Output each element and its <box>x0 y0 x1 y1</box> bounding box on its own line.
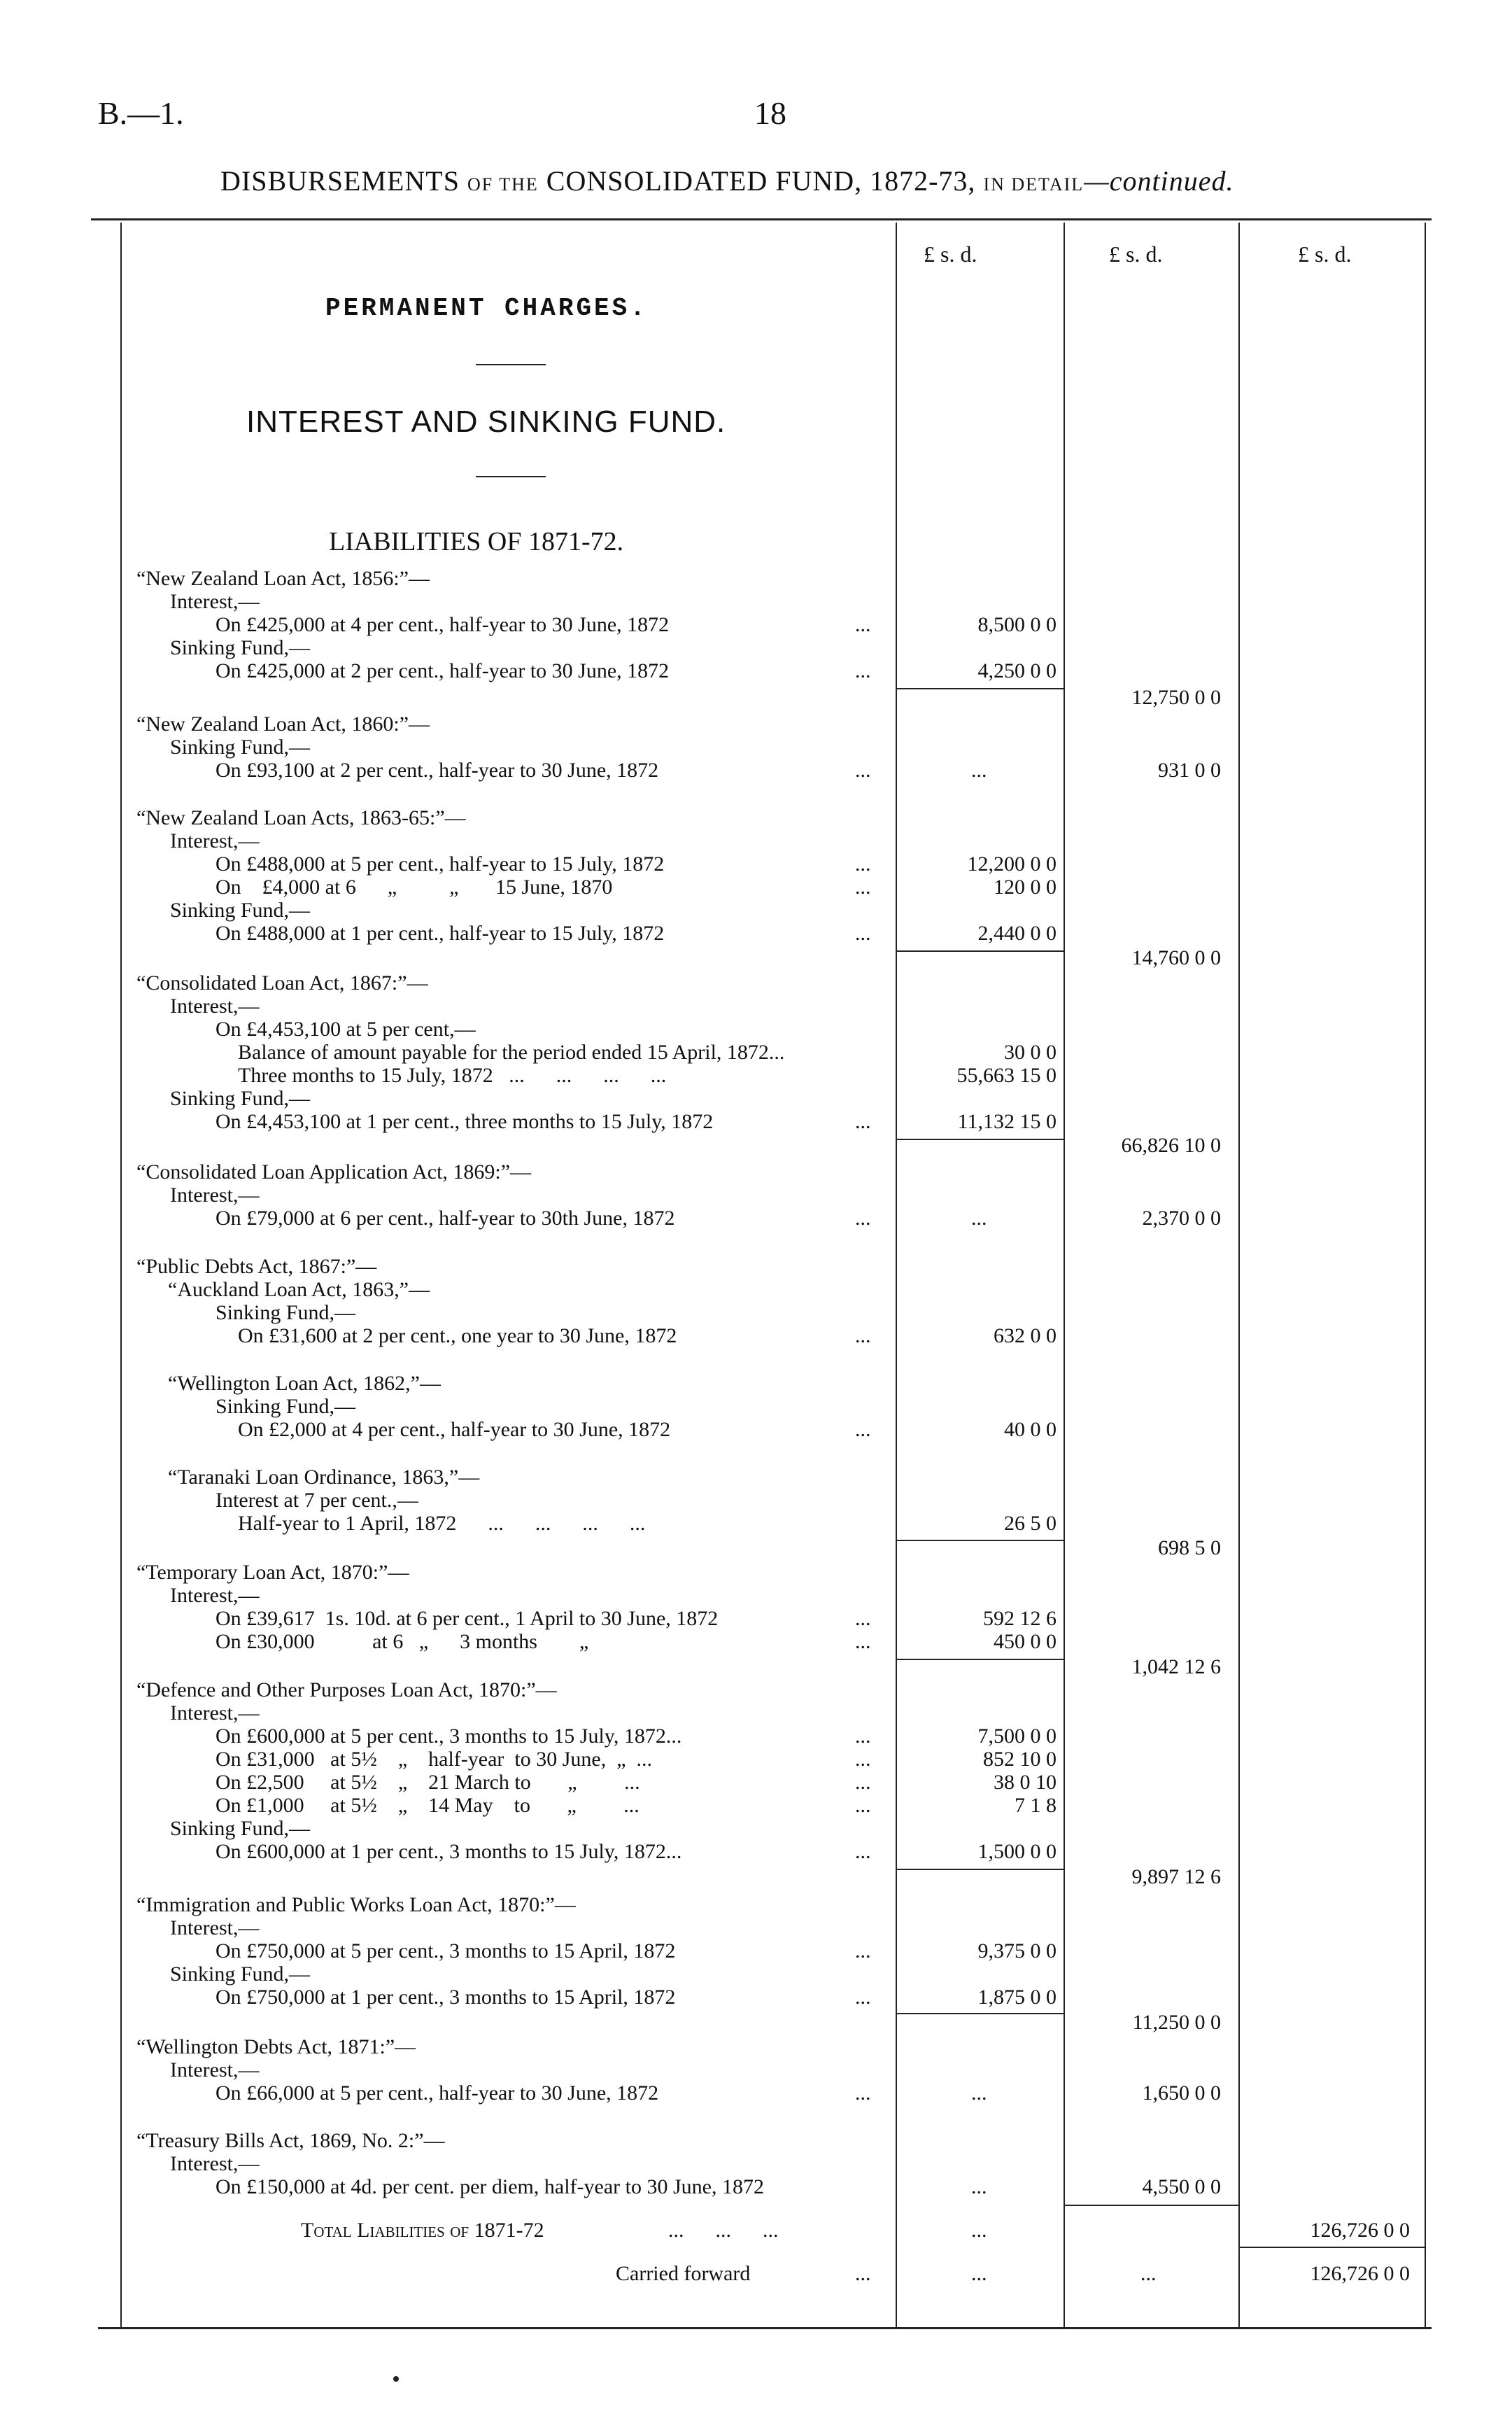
page-reference: B.—1. <box>98 95 184 131</box>
leader-dots: ... <box>855 1939 871 1962</box>
line-item: On £750,000 at 5 per cent., 3 months to 15 April, 1872 <box>216 1939 676 1962</box>
act-heading: “Treasury Bills Act, 1869, No. 2:”— <box>136 2129 445 2152</box>
subtotal: 4,550 0 0 <box>1142 2175 1221 2198</box>
column-header-1: £ s. d. <box>924 241 977 267</box>
line-item: On £39,617 1s. 10d. at 6 per cent., 1 April to 30 June, 1872 <box>216 1607 719 1630</box>
line-item: On £4,453,100 at 1 per cent., three months to 15 July, 1872 <box>216 1110 714 1133</box>
leader-dots: ... <box>855 1986 871 2009</box>
line-item: On £600,000 at 5 per cent., 3 months to 15 July, 1872... <box>216 1725 682 1748</box>
amount: 2,440 0 0 <box>977 922 1057 945</box>
subtotal-rule <box>896 688 1064 689</box>
amount: 632 0 0 <box>994 1324 1057 1347</box>
line-label: Sinking Fund,— <box>170 636 311 659</box>
line-label: Sinking Fund,— <box>170 1817 311 1840</box>
act-heading: “Consolidated Loan Act, 1867:”— <box>136 971 428 995</box>
subtotal: 2,370 0 0 <box>1142 1207 1221 1230</box>
leader-dots: ... <box>1140 2262 1157 2285</box>
line-label: “Taranaki Loan Ordinance, 1863,”— <box>168 1466 480 1489</box>
line-item: On £600,000 at 1 per cent., 3 months to 15 July, 1872... <box>216 1840 682 1863</box>
column-header-3: £ s. d. <box>1298 241 1352 267</box>
title-in-detail: IN DETAIL <box>983 174 1084 195</box>
line-item: On £2,500 at 5½ „ 21 March to „ ... <box>216 1771 640 1794</box>
subtotal: 1,650 0 0 <box>1142 2081 1221 2105</box>
amount: 4,250 0 0 <box>977 659 1057 682</box>
act-heading: “Immigration and Public Works Loan Act, 1870:”— <box>136 1893 576 1916</box>
table-left-border <box>120 223 122 2327</box>
line-item: Half-year to 1 April, 1872 ... ... ... ... <box>238 1512 646 1535</box>
line-item: On £79,000 at 6 per cent., half-year to 30th June, 1872 <box>216 1207 675 1230</box>
amount: 55,663 15 0 <box>956 1064 1057 1087</box>
act-heading: “Temporary Loan Act, 1870:”— <box>136 1561 409 1584</box>
leader-dots: ... <box>855 922 871 945</box>
total-label: Total Liabilities of 1871-72 <box>301 2219 544 2242</box>
act-heading: “Consolidated Loan Application Act, 1869:”— <box>136 1160 532 1184</box>
leader-dots: ... <box>971 2262 987 2285</box>
act-heading: “Defence and Other Purposes Loan Act, 1870:”— <box>136 1678 557 1701</box>
table-right-border <box>1425 223 1426 2327</box>
leader-dots: ... <box>855 1207 871 1230</box>
column-header-2: £ s. d. <box>1109 241 1163 267</box>
line-label: Interest,— <box>170 1584 260 1607</box>
leader-dots: ... <box>971 2081 987 2105</box>
page-number: 18 <box>754 95 786 131</box>
leader-dots: ... <box>971 1207 987 1230</box>
line-label: Interest,— <box>170 1184 260 1207</box>
act-heading: “Public Debts Act, 1867:”— <box>136 1255 377 1278</box>
carried-forward-label: Carried forward <box>616 2262 751 2285</box>
leader-dots: ... <box>855 852 871 876</box>
line-item: On £750,000 at 1 per cent., 3 months to 15 April, 1872 <box>216 1986 676 2009</box>
line-label: Interest,— <box>170 2058 260 2081</box>
act-heading: “New Zealand Loan Acts, 1863-65:”— <box>136 806 466 829</box>
print-mark <box>393 2376 399 2382</box>
line-item: On £1,000 at 5½ „ 14 May to „ ... <box>216 1794 640 1817</box>
line-item: On £30,000 at 6 „ 3 months „ <box>216 1630 589 1653</box>
leader-dots: ... <box>855 1630 871 1653</box>
amount: 592 12 6 <box>983 1607 1057 1630</box>
subtotal-rule <box>1064 2205 1238 2206</box>
line-label: Interest,— <box>170 2152 260 2175</box>
leader-dots: ... <box>855 1840 871 1863</box>
line-item: On £150,000 at 4d. per cent. per diem, half-year to 30 June, 1872 <box>216 2175 764 2198</box>
line-item: On £488,000 at 1 per cent., half-year to 15 July, 1872 <box>216 922 665 945</box>
line-item: Three months to 15 July, 1872 ... ... ... ... <box>238 1064 667 1087</box>
leader-dots: ... <box>971 2219 987 2242</box>
line-label: “Auckland Loan Act, 1863,”— <box>168 1278 430 1301</box>
column-divider-3 <box>1238 223 1240 2327</box>
leader-dots: ... <box>855 2081 871 2105</box>
subtotal: 14,760 0 0 <box>1131 946 1221 969</box>
amount: 40 0 0 <box>1004 1418 1057 1441</box>
table-top-rule <box>91 218 1432 220</box>
subtotal-rule <box>896 2013 1064 2014</box>
line-item: On £31,000 at 5½ „ half-year to 30 June, „ ... <box>216 1748 653 1771</box>
line-item: On £31,600 at 2 per cent., one year to 30 June, 1872 <box>238 1324 677 1347</box>
title-continued: —continued. <box>1084 165 1234 197</box>
line-label: Sinking Fund,— <box>170 899 311 922</box>
amount: 30 0 0 <box>1004 1041 1057 1064</box>
line-label: Sinking Fund,— <box>170 1962 311 1986</box>
amount: 1,500 0 0 <box>977 1840 1057 1863</box>
line-label: “Wellington Loan Act, 1862,”— <box>168 1372 441 1395</box>
line-item: On £66,000 at 5 per cent., half-year to 30 June, 1872 <box>216 2081 659 2105</box>
leader-dots: ... <box>855 613 871 636</box>
leader-dots: ... <box>855 1324 871 1347</box>
subtotal-rule <box>896 1540 1064 1541</box>
subtotal: 12,750 0 0 <box>1131 686 1221 709</box>
leader-dots: ... <box>855 1418 871 1441</box>
title-of-the: OF THE <box>467 174 539 195</box>
subtotal: 931 0 0 <box>1158 759 1221 782</box>
page-title <box>220 164 1234 197</box>
subtotal: 11,250 0 0 <box>1132 2011 1221 2034</box>
amount: 9,375 0 0 <box>977 1939 1057 1962</box>
subtotal-rule <box>896 1659 1064 1660</box>
title-part-1: DISBURSEMENTS <box>220 165 460 197</box>
amount: 1,875 0 0 <box>977 1986 1057 2009</box>
subtotal-rule <box>896 1869 1064 1870</box>
line-label: Interest,— <box>170 1701 260 1725</box>
section-liabilities: LIABILITIES OF 1871-72. <box>329 527 624 556</box>
line-item: On £4,000 at 6 „ „ 15 June, 1870 <box>216 876 613 899</box>
line-label: Sinking Fund,— <box>216 1395 356 1418</box>
column-divider-1 <box>896 223 897 2327</box>
section-rule <box>476 476 546 477</box>
line-item: On £425,000 at 2 per cent., half-year to 30 June, 1872 <box>216 659 670 682</box>
leader-dots: ... <box>855 876 871 899</box>
table-bottom-rule <box>98 2327 1432 2329</box>
total-amount: 126,726 0 0 <box>1310 2219 1410 2242</box>
act-heading: “New Zealand Loan Act, 1856:”— <box>136 567 430 590</box>
subtotal: 66,826 10 0 <box>1121 1134 1221 1157</box>
line-label: Interest,— <box>170 1916 260 1939</box>
subtotal: 9,897 12 6 <box>1131 1865 1221 1888</box>
line-item: On £488,000 at 5 per cent., half-year to 15 July, 1872 <box>216 852 665 876</box>
amount: 450 0 0 <box>994 1630 1057 1653</box>
line-label: Interest,— <box>170 829 260 852</box>
amount: 8,500 0 0 <box>977 613 1057 636</box>
leader-dots: ... <box>855 1110 871 1133</box>
leader-dots: ... <box>855 1607 871 1630</box>
amount: 7,500 0 0 <box>977 1725 1057 1748</box>
total-rule <box>1238 2247 1425 2248</box>
leader-dots: ... <box>855 1794 871 1817</box>
line-item: On £4,453,100 at 5 per cent,— <box>216 1018 476 1041</box>
line-label: Interest,— <box>170 995 260 1018</box>
line-item: On £425,000 at 4 per cent., half-year to 30 June, 1872 <box>216 613 670 636</box>
section-permanent-charges: PERMANENT CHARGES. <box>325 294 648 323</box>
amount: 26 5 0 <box>1004 1512 1057 1535</box>
leader-dots: ... <box>855 1725 871 1748</box>
leader-dots: ... <box>855 1748 871 1771</box>
carried-forward-amount: 126,726 0 0 <box>1310 2262 1410 2285</box>
amount: 852 10 0 <box>983 1748 1057 1771</box>
leader-dots: ... <box>855 759 871 782</box>
amount: 11,132 15 0 <box>957 1110 1057 1133</box>
line-item: Balance of amount payable for the period ended 15 April, 1872... <box>238 1041 785 1064</box>
line-label: Sinking Fund,— <box>170 1087 311 1110</box>
subtotal: 1,042 12 6 <box>1131 1655 1221 1678</box>
amount: 7 1 8 <box>1015 1794 1057 1817</box>
amount: 12,200 0 0 <box>967 852 1057 876</box>
leader-dots: ... <box>855 659 871 682</box>
line-item: On £2,000 at 4 per cent., half-year to 30 June, 1872 <box>238 1418 671 1441</box>
line-label: Sinking Fund,— <box>216 1301 356 1324</box>
amount: 38 0 10 <box>994 1771 1057 1794</box>
leader-dots: ... <box>971 2175 987 2198</box>
leader-dots: ... <box>971 759 987 782</box>
line-item: On £93,100 at 2 per cent., half-year to 30 June, 1872 <box>216 759 659 782</box>
section-interest-sinking-fund: INTEREST AND SINKING FUND. <box>246 405 726 439</box>
subtotal-rule <box>896 950 1064 952</box>
subtotal-rule <box>896 1139 1064 1140</box>
line-label: Sinking Fund,— <box>170 736 311 759</box>
subtotal: 698 5 0 <box>1158 1536 1221 1559</box>
line-label: Interest,— <box>170 590 260 613</box>
act-heading: “Wellington Debts Act, 1871:”— <box>136 2035 416 2058</box>
section-rule <box>476 364 546 365</box>
leader-dots: ... ... ... <box>668 2219 779 2242</box>
title-part-2: CONSOLIDATED FUND, 1872-73, <box>546 165 976 197</box>
amount: 120 0 0 <box>994 876 1057 899</box>
line-label: Interest at 7 per cent.,— <box>216 1489 418 1512</box>
act-heading: “New Zealand Loan Act, 1860:”— <box>136 712 430 736</box>
leader-dots: ... <box>855 1771 871 1794</box>
leader-dots: ... <box>855 2262 871 2285</box>
